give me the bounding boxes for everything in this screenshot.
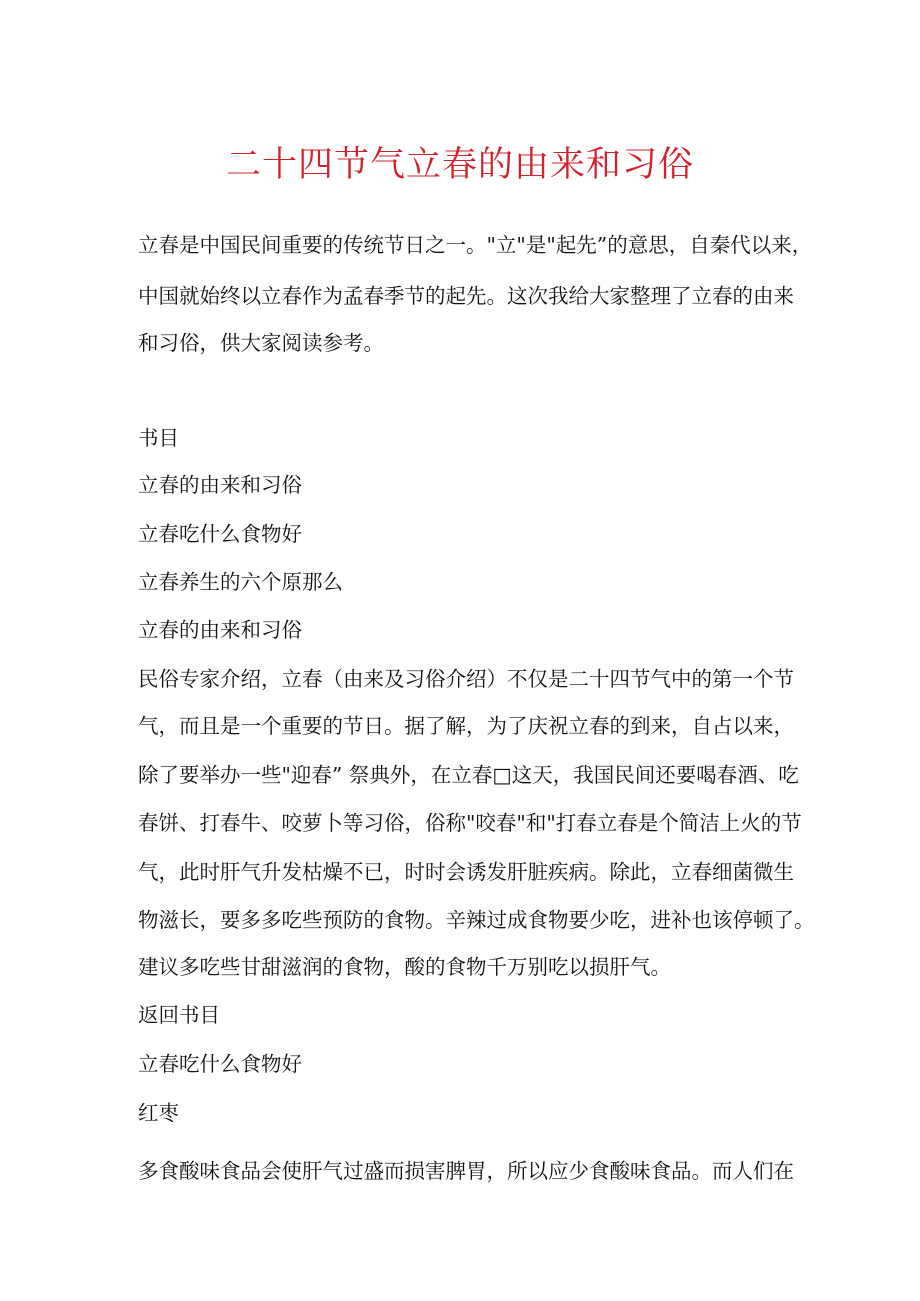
toc-heading: 书目 (138, 426, 179, 450)
section1-line-4: 春饼、打春牛、咬萝卜等习俗，俗称"咬春"和"打春立春是个简洁上火的节 (138, 811, 802, 835)
toc-item-origin-customs[interactable]: 立春的由来和习俗 (138, 473, 302, 497)
toc-item-health-principles[interactable]: 立春养生的六个原那么 (138, 570, 343, 594)
intro-line-2: 中国就始终以立春作为孟春季节的起先。这次我给大家整理了立春的由来 (138, 284, 794, 308)
section1-line-3: 除了要举办一些"迎春” 祭典外，在立春□这天，我国民间还要喝春酒、吃 (138, 763, 799, 787)
section1-line-6: 物滋长，要多多吃些预防的食物。辛辣过成食物要少吃，进补也该停顿了。 (138, 908, 815, 932)
section1-line-2: 气，而且是一个重要的节日。据了解，为了庆祝立春的到来，自占以来， (138, 714, 794, 738)
section1-line-5: 气，此时肝气升发枯燥不已，时时会诱发肝脏疾病。除此，立春细菌微生 (138, 860, 794, 884)
section1-line-1: 民俗专家介绍，立春（由来及习俗介绍）不仅是二十四节气中的第一个节 (138, 667, 794, 691)
document-title: 二十四节气立春的由来和习俗 (225, 145, 694, 185)
section2-heading: 立春吃什么食物好 (138, 1052, 302, 1076)
back-to-toc-link[interactable]: 返回书目 (138, 1003, 220, 1027)
toc-item-foods[interactable]: 立春吃什么食物好 (138, 522, 302, 546)
section2-line-1: 多食酸味食品会使肝气过盛而损害脾胃，所以应少食酸味食品。而人们在 (138, 1159, 794, 1183)
section2-subheading: 红枣 (138, 1101, 179, 1125)
section1-line-7: 建议多吃些甘甜滋润的食物，酸的食物千万别吃以损肝气。 (138, 955, 671, 979)
intro-line-1: 立春是中国民间重要的传统节日之一。"立"是"起先”的意思，自秦代以来， (138, 233, 813, 257)
intro-line-3: 和习俗，供大家阅读参考。 (138, 331, 384, 355)
section1-heading: 立春的由来和习俗 (138, 618, 302, 642)
